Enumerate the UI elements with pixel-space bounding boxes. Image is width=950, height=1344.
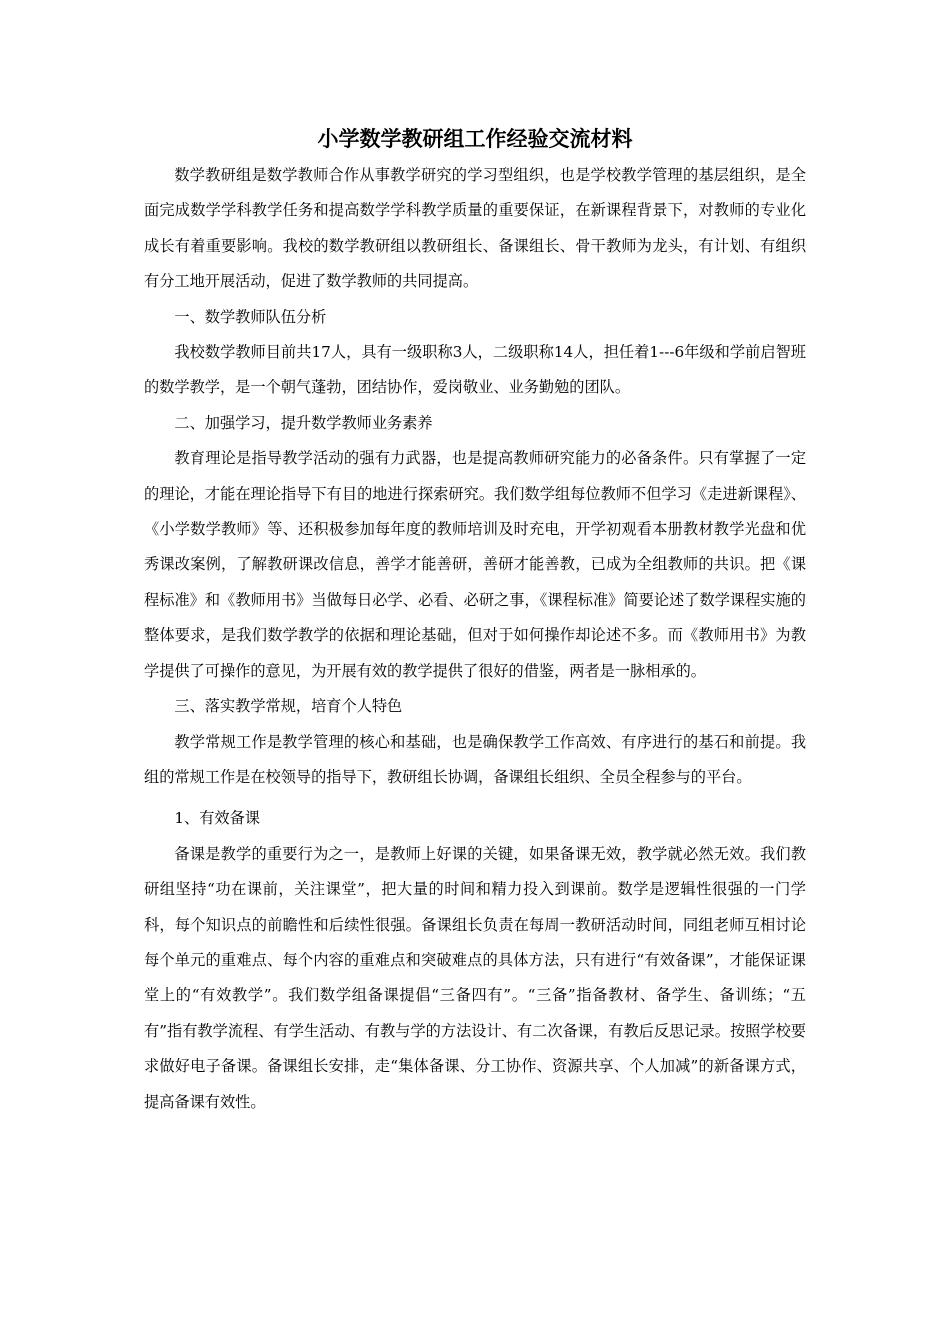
section-heading-3: 三、落实教学常规，培育个人特色: [174, 697, 403, 716]
section-heading-2: 二、加强学习，提升数学教师业务素养: [174, 413, 433, 432]
paragraph-study: 教育理论是指导教学活动的强有力武器，也是提高教师研究能力的必备条件。只有掌握了一定的理论，才能在理论指导下有目的地进行探索研究。我们数学组每位教师不但学习《走进新课程》、《小学数学教师》等、还积极参加每年度的教师培训及时充电，开学初观看本册教材教学光盘和优秀课改案例，了解教研课改信息，善学才能善研，善研才能善教，已成为全组教师的共识。把《课程标准》和《教师用书》当做每日必学、必看、必研之事，《课程标准》简要论述了数学课程实施的整体要求，是我们数学教学的依据和理论基础，但对于如何操作却论述不多。而《教师用书》为教学提供了可操作的意见，为开展有效的教学提供了很好的借鉴，两者是一脉相承的。: [144, 449, 806, 680]
paragraph-routine: 教学常规工作是教学管理的核心和基础，也是确保教学工作高效、有序进行的基石和前提。我组的常规工作是在校领导的指导下，教研组长协调，备课组长组织、全员全程参与的平台。: [144, 732, 806, 786]
document-body: [144, 158, 806, 1120]
subsection-heading-1: 1、有效备课: [174, 809, 260, 828]
paragraph-team-analysis: 我校数学教师目前共17人，具有一级职称3人，二级职称14人，担任着1---6年级和学前启智班的数学教学，是一个朝气蓬勃，团结协作，爱岗敬业、业务勤勉的团队。: [144, 343, 806, 397]
section-heading-1: 一、数学教师队伍分析: [174, 307, 327, 326]
document-title: 小学数学教研组工作经验交流材料: [317, 126, 633, 151]
paragraph-intro: 数学教研组是数学教师合作从事教学研究的学习型组织，也是学校教学管理的基层组织，是全面完成数学学科教学任务和提高数学学科教学质量的重要保证，在新课程背景下，对教师的专业化成长有着重要影响。我校的数学教研组以教研组长、备课组长、骨干教师为龙头，有计划、有组织有分工地开展活动，促进了数学教师的共同提高。: [144, 166, 806, 291]
paragraph-lesson-prep: 备课是教学的重要行为之一，是教师上好课的关键，如果备课无效，教学就必然无效。我们教研组坚持“功在课前，关注课堂”，把大量的时间和精力投入到课前。数学是逻辑性很强的一门学科，每个知识点的前瞻性和后续性很强。备课组长负责在每周一教研活动时间，同组老师互相讨论每个单元的重难点、每个内容的重难点和突破难点的具体方法，只有进行“有效备课”，才能保证课堂上的“有效教学”。我们数学组备课提倡“三备四有”。“三备”指备教材、备学生、备训练；“五有”指有教学流程、有学生活动、有教与学的方法设计、有二次备课，有教后反思记录。按照学校要求做好电子备课。备课组长安排，走“集体备课、分工协作、资源共享、个人加减”的新备课方式，提高备课有效性。: [144, 844, 806, 1111]
